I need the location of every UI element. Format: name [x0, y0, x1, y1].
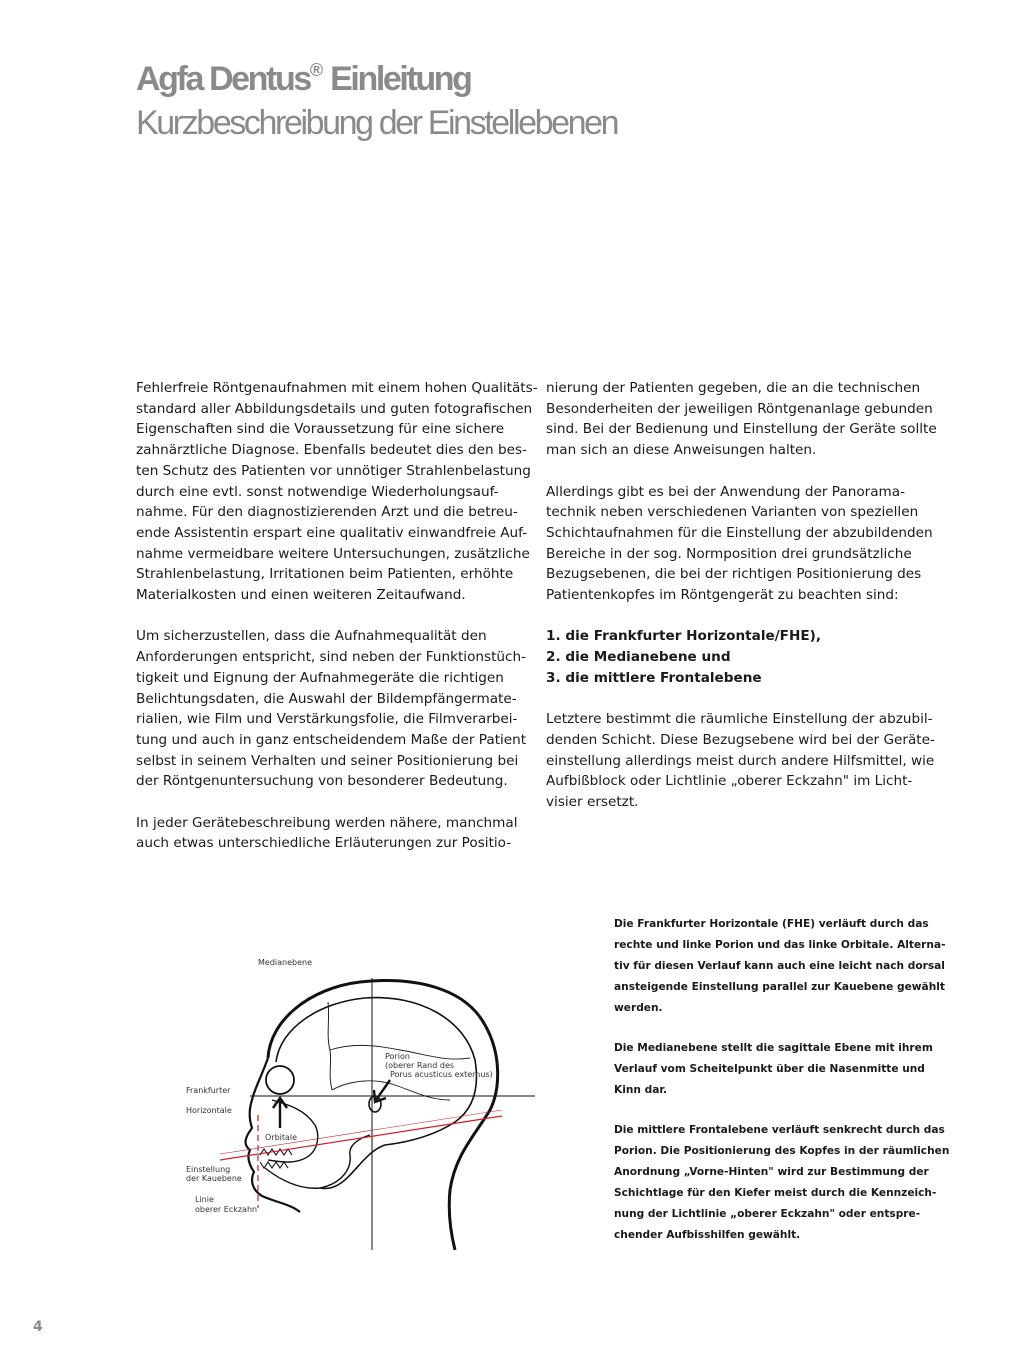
- text-line: auch etwas unterschiedliche Erläuterungen zur Positio-: [136, 835, 512, 852]
- text-line: Die Medianebene stellt die sagittale Ebene mit ihrem: [614, 1042, 933, 1054]
- text-line: Schichtaufnahmen für die Einstellung der abzubildenden: [546, 524, 933, 541]
- label-frankfurter: Frankfurter: [186, 1086, 231, 1095]
- text-line: nahme. Für den diagnostizierenden Arzt und die betreu-: [136, 504, 518, 521]
- skull-diagram: [180, 950, 550, 1250]
- title-brand: Agfa Dentus: [136, 60, 310, 98]
- label-kauebene-2: der Kauebene: [186, 1174, 242, 1183]
- text-line: ansteigende Einstellung parallel zur Kauebene gewählt: [614, 981, 945, 993]
- text-line: Verlauf vom Scheitelpunkt über die Nasenmitte und: [614, 1063, 925, 1075]
- text-line: Allerdings gibt es bei der Anwendung der Panorama-: [546, 483, 906, 500]
- text-line: Strahlenbelastung, Irritationen beim Patienten, erhöhte: [136, 566, 514, 583]
- kauebene-line: [220, 1116, 502, 1160]
- text-line: Besonderheiten der jeweiligen Röntgenanlage gebunden: [546, 400, 933, 417]
- sphenoid-suture: [332, 1081, 450, 1100]
- maxilla: [268, 1100, 318, 1162]
- text-line: Fehlerfreie Röntgenaufnahmen mit einem hohen Qualitäts-: [136, 380, 538, 396]
- text-line: Anordnung „Vorne-Hinten" wird zur Bestimmung der: [614, 1166, 929, 1178]
- text-line: Bezugsebenen, die bei der richtigen Positionierung des: [546, 566, 922, 583]
- text-line: Die Frankfurter Horizontale (FHE) verläuft durch das: [614, 918, 929, 930]
- skull-outline: [276, 998, 476, 1189]
- label-porion: Porion: [385, 1052, 410, 1061]
- text-line: nahme vermeidbare weitere Untersuchungen, zusätzliche: [136, 545, 530, 562]
- text-line: tigkeit und Eignung der Aufnahmegeräte die richtigen: [136, 669, 504, 686]
- list-item: 3. die mittlere Frontalebene: [546, 669, 762, 686]
- text-line: Patientenkopfes im Röntgengerät zu beachten sind:: [546, 587, 899, 604]
- coronal-suture: [328, 1002, 332, 1090]
- page-subtitle: Kurzbeschreibung der Einstellebenen: [136, 104, 618, 142]
- text-line: ende Assistentin erspart eine qualitativ einwandfreie Auf-: [136, 524, 528, 541]
- text-line: tung und auch in ganz entscheidendem Maße der Patient: [136, 731, 527, 748]
- text-line: Porion. Die Positionierung des Kopfes in der räumlichen: [614, 1145, 950, 1157]
- label-porion-detail-2: Porus acusticus externus): [390, 1070, 493, 1079]
- text-line: werden.: [614, 1002, 663, 1014]
- kauebene-line-2: [220, 1110, 502, 1154]
- text-line: zahnärztliche Diagnose. Ebenfalls bedeutet dies den bes-: [136, 442, 527, 459]
- text-line: sind. Bei der Bedienung und Einstellung der Geräte sollte: [546, 421, 937, 438]
- text-line: Eigenschaften sind die Voraussetzung für eine sichere: [136, 421, 505, 438]
- text-line: rialien, wie Film und Verstärkungsfolie, die Filmverarbei-: [136, 711, 518, 728]
- text-line: Belichtungsdaten, die Auswahl der Bildempfängermate-: [136, 690, 517, 707]
- text-line: In jeder Gerätebeschreibung werden nähere, manchmal: [136, 814, 518, 831]
- text-line: technik neben verschiedenen Varianten von speziellen: [546, 504, 919, 521]
- text-line: nung der Lichtlinie „oberer Eckzahn" oder entspre-: [614, 1208, 921, 1220]
- text-line: Bereiche in der sog. Normposition drei grundsätzliche: [546, 545, 912, 562]
- title-rest: Einleitung: [323, 60, 471, 98]
- page-title: [136, 60, 470, 99]
- text-line: Aufbißblock oder Lichtlinie „oberer Eckzahn" im Licht-: [546, 773, 913, 790]
- text-line: ten Schutz des Patienten vor unnötiger Strahlenbelastung: [136, 462, 531, 479]
- text-line: Materialkosten und einen weiteren Zeitaufwand.: [136, 587, 466, 604]
- label-kauebene: Einstellung: [186, 1165, 231, 1174]
- text-line: standard aller Abbildungsdetails und guten fotografischen: [136, 400, 533, 417]
- text-line: durch eine evtl. sonst notwendige Wiederholungsauf-: [136, 483, 499, 500]
- label-porion-detail: (oberer Rand des: [385, 1061, 455, 1070]
- text-line: man sich an diese Anweisungen halten.: [546, 442, 817, 459]
- label-horizontale: Horizontale: [186, 1106, 232, 1115]
- list-item: 1. die Frankfurter Horizontale/FHE),: [546, 628, 822, 645]
- porion-arrow-icon: [374, 1080, 390, 1102]
- registered-mark: ®: [309, 60, 324, 80]
- label-eckzahn: Linie: [195, 1195, 214, 1204]
- orbitale-arrow-icon: [273, 1098, 287, 1128]
- page-number: 4: [33, 1319, 43, 1335]
- text-line: Kinn dar.: [614, 1084, 668, 1096]
- text-line: der Röntgenuntersuchung von besonderer Bedeutung.: [136, 773, 508, 790]
- text-line: denden Schicht. Diese Bezugsebene wird bei der Geräte-: [546, 731, 935, 748]
- text-line: chender Aufbisshilfen gewählt.: [614, 1229, 801, 1241]
- orbit-socket: [266, 1066, 294, 1094]
- text-line: Schichtlage für den Kiefer meist durch die Kennzeich-: [614, 1187, 937, 1199]
- left-column: [136, 378, 538, 854]
- label-eckzahn-2: oberer Eckzahn: [195, 1205, 258, 1214]
- text-line: Um sicherzustellen, dass die Aufnahmequalität den: [136, 628, 487, 645]
- text-line: nierung der Patienten gegeben, die an die technischen: [546, 380, 921, 396]
- list-item: 2. die Medianebene und: [546, 649, 731, 666]
- label-medianebene: Medianebene: [258, 958, 313, 967]
- text-line: Letztere bestimmt die räumliche Einstellung der abzubil-: [546, 711, 933, 728]
- text-line: einstellung allerdings meist durch andere Hilfsmittel, wie: [546, 752, 935, 769]
- text-line: visier ersetzt.: [546, 794, 639, 811]
- text-line: Anforderungen entspricht, sind neben der Funktionstüch-: [136, 649, 527, 666]
- text-line: tiv für diesen Verlauf kann auch eine leicht nach dorsal: [614, 960, 945, 972]
- text-line: rechte und linke Porion und das linke Orbitale. Alterna-: [614, 939, 946, 951]
- right-column: [546, 378, 937, 813]
- text-line: selbst in seinem Verhalten und seiner Positionierung bei: [136, 752, 519, 769]
- text-line: Die mittlere Frontalebene verläuft senkrecht durch das: [614, 1124, 945, 1136]
- figure-caption: [614, 914, 950, 1246]
- label-orbitale: Orbitale: [265, 1133, 298, 1142]
